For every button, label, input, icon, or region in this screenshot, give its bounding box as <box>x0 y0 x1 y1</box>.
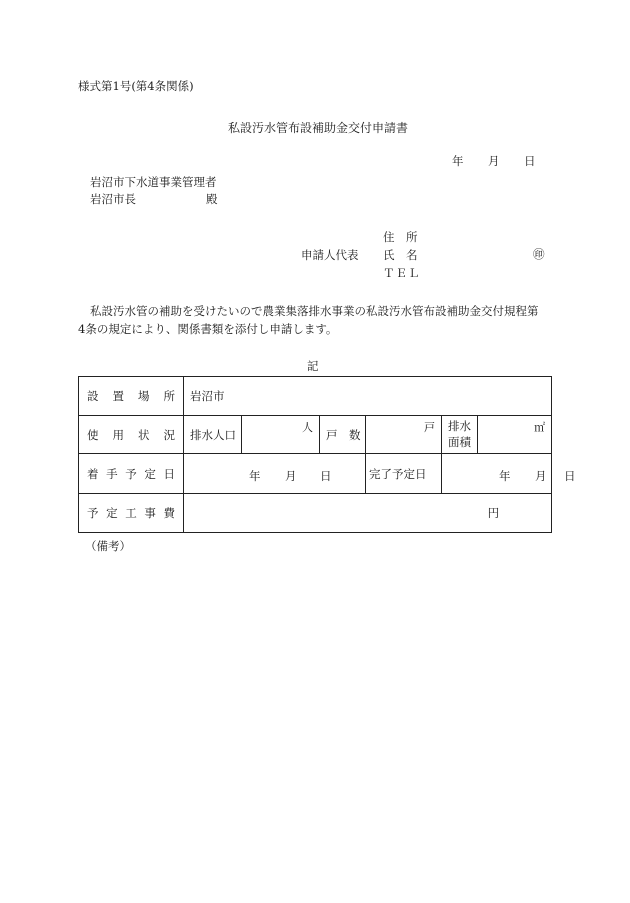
cost-input[interactable] <box>184 494 552 533</box>
start-date-input[interactable] <box>184 454 366 494</box>
applicant-address-label: 住 所 <box>383 230 418 244</box>
date-day: 日 <box>524 154 536 168</box>
start-day: 日 <box>320 468 332 483</box>
cost-unit: 円 <box>487 506 500 520</box>
row-location <box>79 377 552 416</box>
end-date-input[interactable] <box>442 454 576 494</box>
drain-area-label <box>442 416 478 454</box>
end-month: 月 <box>535 468 547 483</box>
drain-area-label-1: 排水 <box>448 418 471 433</box>
drain-area-label-2: 面積 <box>448 434 471 449</box>
application-table <box>78 376 576 533</box>
label-end-date: 完了予定日 <box>366 454 442 494</box>
area-unit: ㎡ <box>534 421 546 434</box>
remarks: （備考） <box>85 539 131 553</box>
body-text-line-1: 私設汚水管の補助を受けたいので農業集落排水事業の私設汚水管布設補助金交付規程第 <box>90 304 539 318</box>
drain-area-input[interactable] <box>478 416 552 454</box>
households-input[interactable] <box>366 416 442 454</box>
seal-mark: ㊞ <box>533 247 545 261</box>
row-dates <box>79 454 552 494</box>
body-text-line-2: 4条の規定により、関係書類を添付し申請します。 <box>78 322 338 336</box>
date-year: 年 <box>452 154 464 168</box>
applicant-name-label: 氏 名 <box>383 248 418 262</box>
households-unit: 戸 <box>424 421 435 434</box>
addressee-person: 岩沼市長 <box>90 192 136 206</box>
end-year: 年 <box>499 468 511 483</box>
start-year: 年 <box>249 468 261 483</box>
households-label: 戸 数 <box>320 416 366 454</box>
end-day: 日 <box>564 468 576 483</box>
form-number: 様式第1号(第4条関係) <box>78 79 194 93</box>
location-value[interactable]: 岩沼市 <box>184 377 552 416</box>
drain-population-input[interactable] <box>242 416 320 454</box>
label-usage: 使用状況 <box>79 416 184 454</box>
applicant-rep-label: 申請人代表 <box>301 248 359 262</box>
drain-population-label: 排水人口 <box>184 416 242 454</box>
ki-heading: 記 <box>307 359 319 373</box>
label-start-date: 着手予定日 <box>79 454 184 494</box>
people-unit: 人 <box>302 421 313 434</box>
label-cost: 予定工事費 <box>79 494 184 533</box>
addressee-org: 岩沼市下水道事業管理者 <box>90 175 217 189</box>
applicant-tel-label: ＴＥＬ <box>383 266 421 280</box>
addressee-honorific: 殿 <box>206 192 218 206</box>
row-usage <box>79 416 552 454</box>
start-month: 月 <box>285 468 297 483</box>
document-title: 私設汚水管布設補助金交付申請書 <box>228 121 409 135</box>
label-location: 設置場所 <box>79 377 184 416</box>
row-cost <box>79 494 552 533</box>
date-month: 月 <box>488 154 500 168</box>
